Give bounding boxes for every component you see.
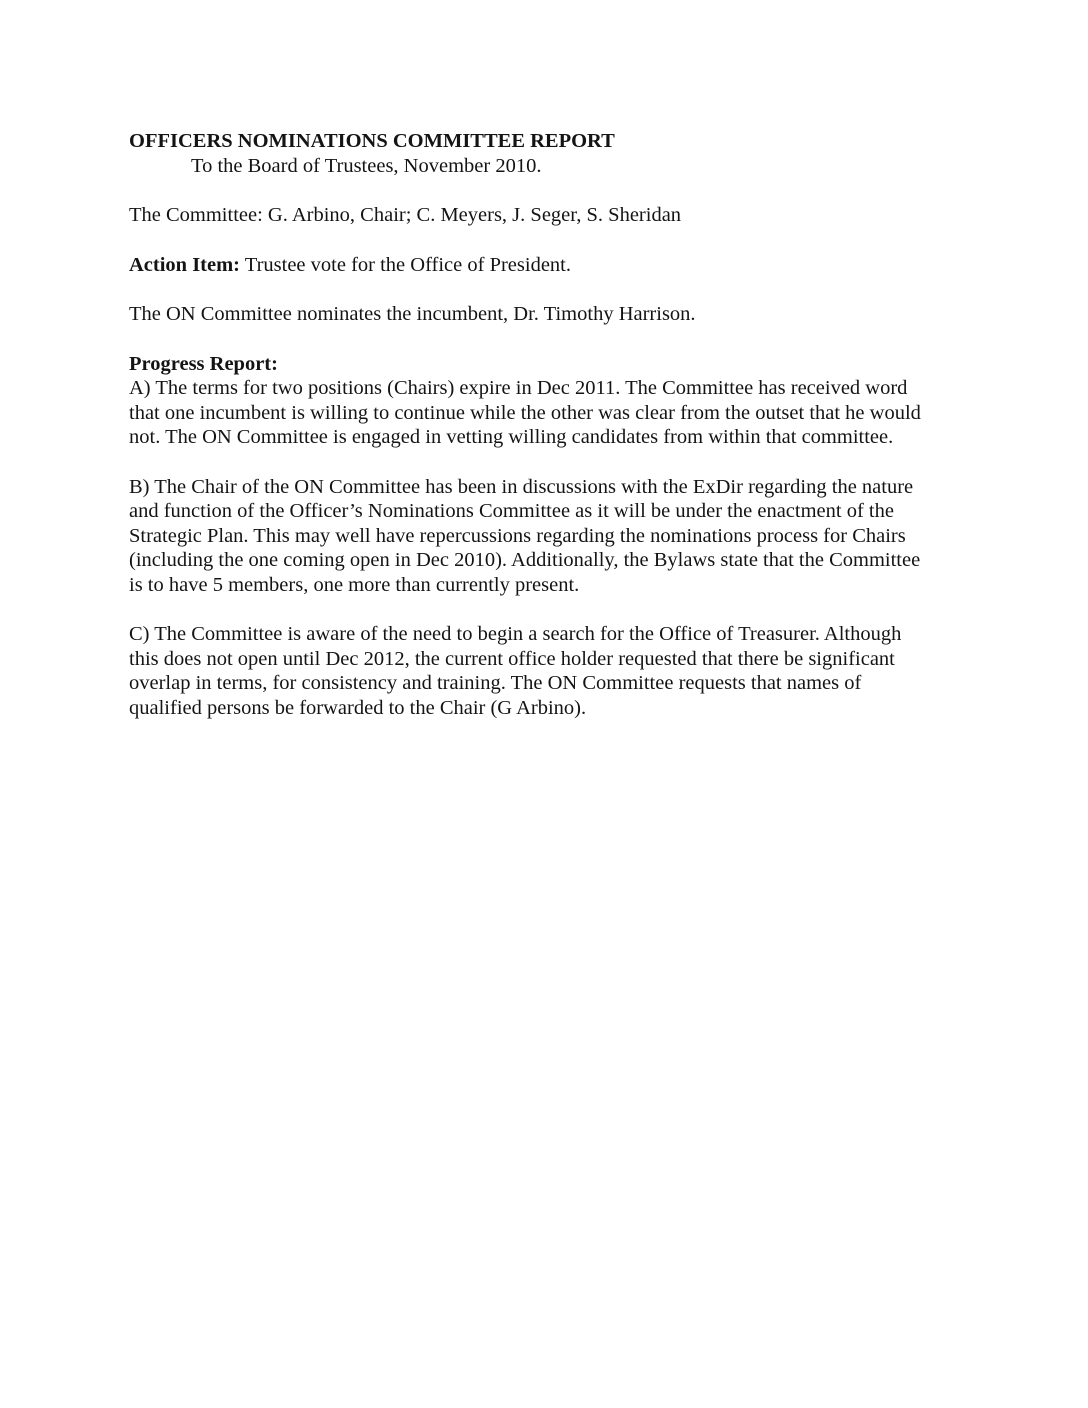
paragraph-line: this does not open until Dec 2012, the current office holder requested that there be significant	[129, 647, 895, 670]
nomination-line: The ON Committee nominates the incumbent, Dr. Timothy Harrison.	[129, 303, 696, 325]
paragraph-line: not. The ON Committee is engaged in vetting willing candidates from within that committee.	[129, 426, 894, 448]
paragraph-line: is to have 5 members, one more than currently present.	[129, 573, 580, 596]
paragraph-line: and function of the Officer’s Nominations Committee as it will be under the enactment of the	[129, 500, 894, 522]
progress-paragraph-a	[129, 376, 979, 450]
paragraph-line: that one incumbent is willing to continue while the other was clear from the outset that he would	[129, 401, 921, 424]
committee-members-line: The Committee: G. Arbino, Chair; C. Meyers, J. Seger, S. Sheridan	[129, 204, 682, 226]
progress-paragraph-c	[129, 622, 979, 720]
paragraph-line: overlap in terms, for consistency and training. The ON Committee requests that names of	[129, 672, 862, 694]
progress-report-heading: Progress Report:	[129, 352, 278, 375]
action-item-line	[129, 253, 979, 278]
paragraph-line: B) The Chair of the ON Committee has been in discussions with the ExDir regarding the nature	[129, 475, 914, 498]
report-body	[129, 129, 979, 720]
progress-paragraph-b	[129, 475, 979, 598]
paragraph-line: Strategic Plan. This may well have repercussions regarding the nominations process for Chairs	[129, 524, 906, 547]
action-item-label: Action Item:	[129, 253, 241, 276]
paragraph-line: (including the one coming open in Dec 2010). Additionally, the Bylaws state that the Committee	[129, 549, 921, 571]
paragraph-line: C) The Committee is aware of the need to begin a search for the Office of Treasurer. Although	[129, 623, 902, 645]
paragraph-line: qualified persons be forwarded to the Chair (G Arbino).	[129, 696, 587, 719]
paragraph-line: A) The terms for two positions (Chairs) expire in Dec 2011. The Committee has received word	[129, 377, 908, 399]
report-subtitle: To the Board of Trustees, November 2010.	[191, 154, 542, 177]
action-item-text: Trustee vote for the Office of President.	[240, 253, 571, 276]
report-title: OFFICERS NOMINATIONS COMMITTEE REPORT	[129, 130, 615, 152]
